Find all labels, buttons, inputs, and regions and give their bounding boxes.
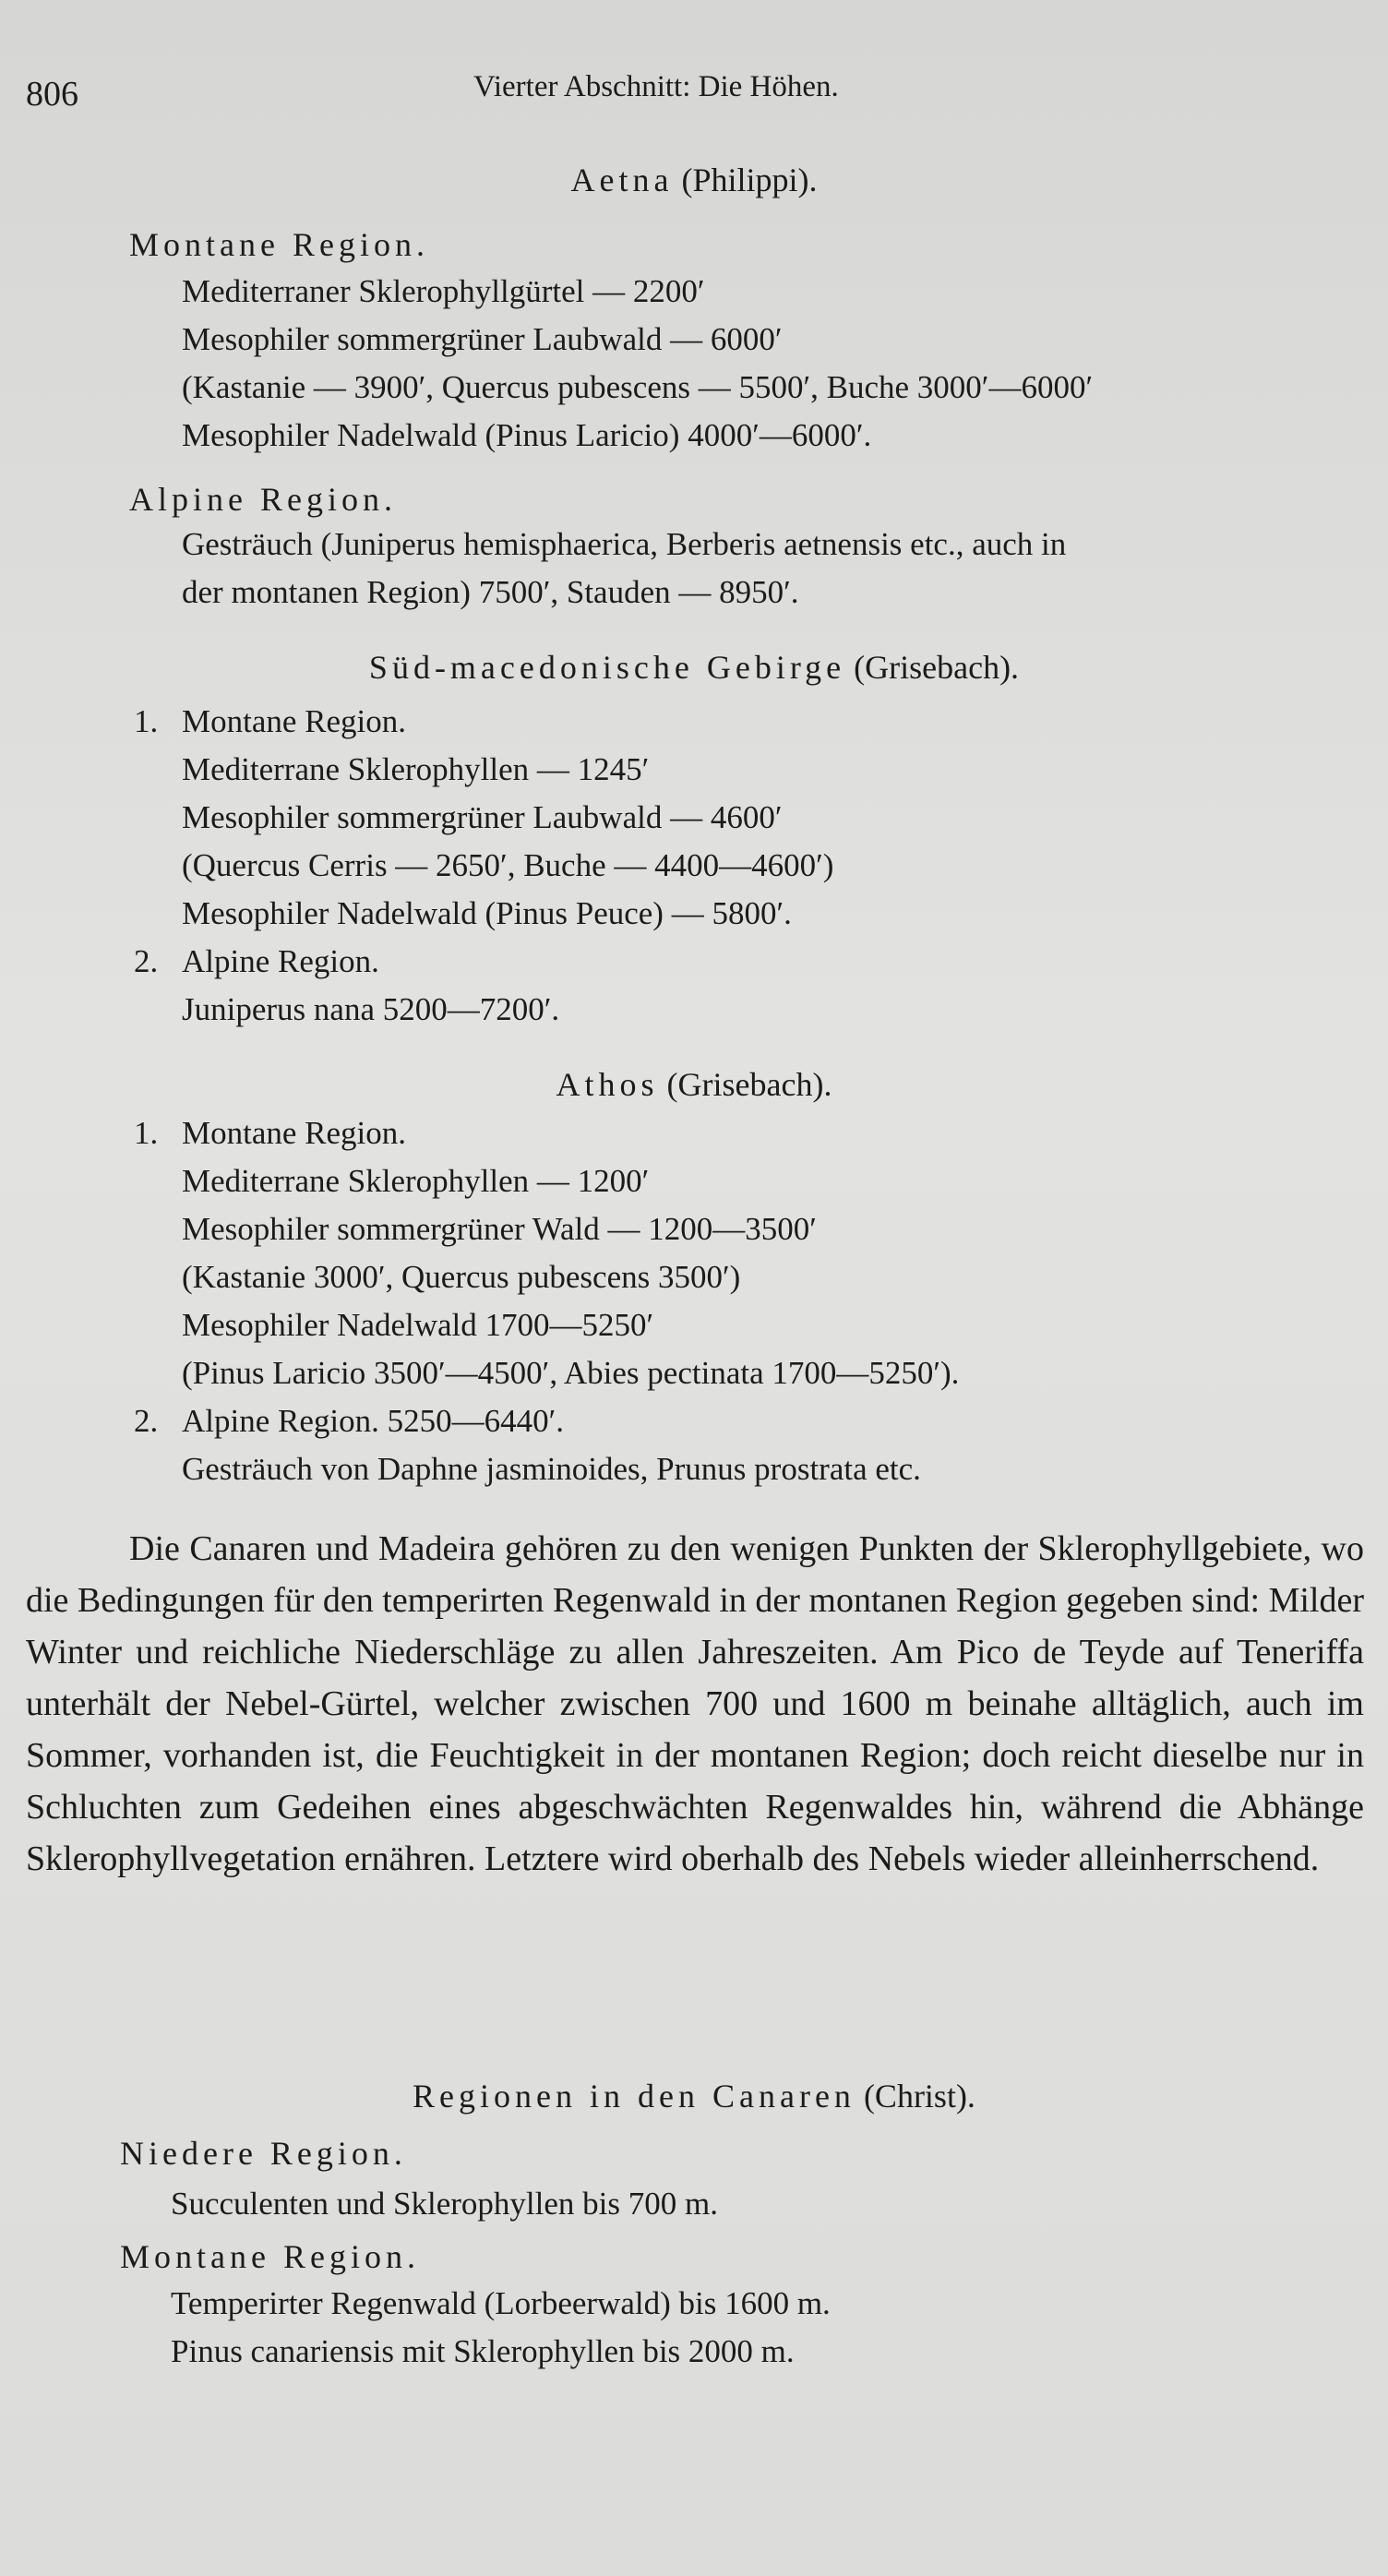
- aetna-alpine-heading: Alpine Region.: [129, 481, 397, 518]
- macedonia-montane-line-3: (Quercus Cerris — 2650′, Buche — 4400—4600′): [182, 847, 834, 883]
- body-paragraph: [26, 1523, 1364, 1885]
- macedonia-montane-heading: Montane Region.: [182, 703, 407, 739]
- athos-montane-heading: Montane Region.: [182, 1115, 407, 1151]
- canaren-montane-heading: Montane Region.: [120, 2238, 420, 2275]
- athos-num-2: 2.: [134, 1403, 159, 1439]
- section-title-athos: Athos (Grisebach).: [556, 1066, 832, 1103]
- page-header: [0, 65, 1388, 120]
- aetna-montane-line-1: Mediterraner Sklerophyllgürtel — 2200′: [182, 273, 705, 309]
- macedonia-montane-line-1: Mediterrane Sklerophyllen — 1245′: [182, 751, 650, 787]
- macedonia-alpine-line-1: Juniperus nana 5200—7200′.: [182, 991, 560, 1027]
- athos-montane-line-1: Mediterrane Sklerophyllen — 1200′: [182, 1163, 650, 1199]
- athos-montane-line-2: Mesophiler sommergrüner Wald — 1200—3500′: [182, 1211, 817, 1247]
- page-number: 806: [26, 75, 78, 114]
- athos-num-1: 1.: [134, 1115, 159, 1151]
- athos-alpine-line-1: Gesträuch von Daphne jasminoides, Prunus prostrata etc.: [182, 1451, 921, 1487]
- canaren-niedere-line-1: Succulenten und Sklerophyllen bis 700 m.: [171, 2186, 718, 2222]
- aetna-alpine-line-1: Gesträuch (Juniperus hemisphaerica, Berberis aetnensis etc., auch in: [182, 526, 1067, 562]
- athos-montane-line-4: Mesophiler Nadelwald 1700—5250′: [182, 1307, 654, 1343]
- macedonia-num-1: 1.: [134, 703, 159, 739]
- aetna-montane-line-2: Mesophiler sommergrüner Laubwald — 6000′: [182, 321, 783, 357]
- aetna-montane-line-4: Mesophiler Nadelwald (Pinus Laricio) 4000′—6000′.: [182, 417, 872, 453]
- aetna-montane-heading: Montane Region.: [129, 226, 429, 263]
- macedonia-montane-line-4: Mesophiler Nadelwald (Pinus Peuce) — 5800′.: [182, 895, 792, 931]
- canaren-montane-line-2: Pinus canariensis mit Sklerophyllen bis 2000 m.: [171, 2333, 795, 2369]
- aetna-montane-line-3: (Kastanie — 3900′, Quercus pubescens — 5500′, Buche 3000′—6000′: [182, 369, 1094, 405]
- macedonia-alpine-heading: Alpine Region.: [182, 943, 379, 979]
- aetna-alpine-line-2: der montanen Region) 7500′, Stauden — 8950′.: [182, 574, 799, 610]
- macedonia-num-2: 2.: [134, 943, 159, 979]
- athos-montane-line-3: (Kastanie 3000′, Quercus pubescens 3500′): [182, 1259, 741, 1295]
- section-title-aetna: Aetna (Philippi).: [570, 162, 818, 198]
- section-title-macedonia: Süd-macedonische Gebirge (Grisebach).: [368, 649, 1020, 686]
- canaren-montane-line-1: Temperirter Regenwald (Lorbeerwald) bis 1600 m.: [171, 2285, 831, 2321]
- body-paragraph-text: Die Canaren und Madeira gehören zu den wenigen Punkten der Sklerophyllgebiete, wo die Bedingungen für den temperirten Regenwald in der montanen Region gegeben sind: Milder Winter und reichliche Niederschläge zu allen Jahreszeiten. Am Pico de Teyde auf Teneriffa unterhält der Nebel-Gürtel, welcher zwischen 700 und 1600 m beinahe alltäglich, auch im Sommer, vorhanden ist, die Feuchtigkeit in der montanen Region; doch reicht dieselbe nur in Schluchten zum Gedeihen eines abgeschwächten Regenwaldes hin, während die Abhänge Sklerophyllvegetation ernähren. Letztere wird oberhalb des Nebels wieder alleinherrschend.: [26, 1529, 1364, 1878]
- section-title-canaren: Regionen in den Canaren (Christ).: [413, 2078, 975, 2115]
- athos-alpine-heading: Alpine Region. 5250—6440′.: [182, 1403, 565, 1439]
- athos-montane-line-5: (Pinus Laricio 3500′—4500′, Abies pectinata 1700—5250′).: [182, 1355, 960, 1391]
- running-title: Vierter Abschnitt: Die Höhen.: [473, 70, 839, 103]
- macedonia-montane-line-2: Mesophiler sommergrüner Laubwald — 4600′: [182, 799, 783, 835]
- canaren-niedere-heading: Niedere Region.: [120, 2135, 407, 2172]
